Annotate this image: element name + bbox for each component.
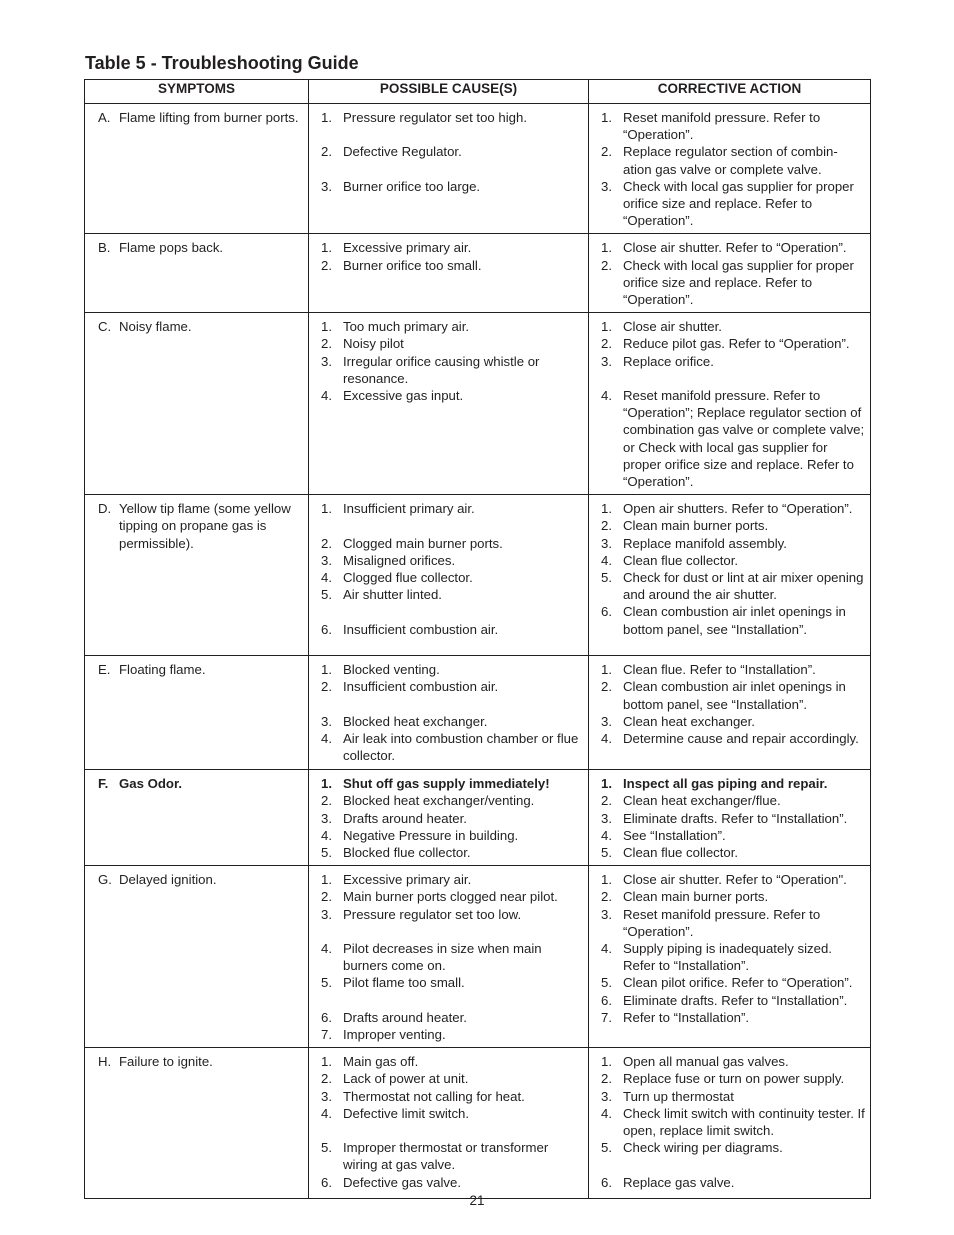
symptom-cell xyxy=(85,495,309,656)
action-item-text: Check wiring per diagrams. xyxy=(623,1140,783,1156)
cause-item-text: Excessive gas input. xyxy=(343,388,464,404)
action-item-number: 2. xyxy=(601,679,612,695)
action-item-number: 4. xyxy=(601,827,612,843)
symptom-number: D. xyxy=(98,501,112,517)
action-item-number: 4. xyxy=(601,552,612,568)
cause-item-text: Pilot decreases in size when main burners come on. xyxy=(343,941,542,974)
cause-item xyxy=(309,678,584,695)
cause-item-number: 3. xyxy=(321,810,332,826)
action-item-text: Reset manifold pressure. Refer to “Operation”. xyxy=(623,110,821,143)
action-item xyxy=(589,535,866,552)
cause-item xyxy=(309,552,584,569)
action-item xyxy=(589,974,866,991)
action-item-text: Open air shutters. Refer to “Operation”. xyxy=(623,501,853,517)
symptom xyxy=(85,500,304,552)
action-item-text: Eliminate drafts. Refer to “Installation”. xyxy=(623,992,848,1008)
cause-item-number: 5. xyxy=(321,587,332,603)
actions-cell xyxy=(589,104,871,234)
cause-item-text: Pressure regulator set too high. xyxy=(343,110,527,125)
action-item xyxy=(589,257,866,309)
action-item-text: Supply piping is inadequately sized. Refer to “Installation”. xyxy=(623,941,832,974)
action-item-number: 1. xyxy=(601,110,612,125)
action-item xyxy=(589,775,866,792)
cause-item-text: Shut off gas supply immediately! xyxy=(343,776,550,792)
cause-item-text: Blocked heat exchanger/venting. xyxy=(343,793,535,809)
cause-item xyxy=(309,713,584,730)
cause-item xyxy=(309,792,584,809)
action-item-text: Inspect all gas piping and repair. xyxy=(623,776,828,792)
causes-cell xyxy=(309,656,589,770)
table-header-row xyxy=(85,80,871,104)
action-item-number: 1. xyxy=(601,776,612,792)
action-item xyxy=(589,730,866,747)
table-row xyxy=(85,313,871,495)
action-item-text: Reset manifold pressure. Refer to “Operation”. xyxy=(623,906,821,939)
cause-item-text: Lack of power at unit. xyxy=(343,1071,469,1087)
symptom-text: Gas Odor. xyxy=(119,776,183,792)
action-item-number: 1. xyxy=(601,240,612,256)
action-item-text: Check with local gas supplier for proper orifice size and replace. Refer to “Operation”. xyxy=(623,257,854,308)
symptom-number: H. xyxy=(98,1054,112,1070)
table-row xyxy=(85,866,871,1048)
action-item-text: Clean flue. Refer to “Installation”. xyxy=(623,662,816,678)
action-item xyxy=(589,1139,866,1156)
action-item xyxy=(589,1088,866,1105)
causes-cell xyxy=(309,104,589,234)
cause-item xyxy=(309,257,584,274)
action-item-text: See “Installation”. xyxy=(623,827,726,843)
action-item-text: Refer to “Installation”. xyxy=(623,1009,750,1025)
symptom xyxy=(85,239,304,256)
cause-item-text: Blocked venting. xyxy=(343,662,440,678)
header-symptoms: SYMPTOMS xyxy=(85,80,309,104)
symptom xyxy=(85,871,304,888)
action-item xyxy=(589,906,866,940)
cause-item-number: 1. xyxy=(321,240,332,256)
cause-item xyxy=(309,974,584,991)
cause-item-number: 4. xyxy=(321,1105,332,1121)
cause-item-number: 6. xyxy=(321,1009,332,1025)
action-item xyxy=(589,569,866,603)
cause-item xyxy=(309,775,584,792)
action-item-number: 3. xyxy=(601,713,612,729)
action-item-number: 4. xyxy=(601,388,612,404)
actions-cell xyxy=(589,1048,871,1199)
table-row xyxy=(85,656,871,770)
action-item-text: Clean combustion air inlet openings in bottom panel, see “Installation”. xyxy=(623,679,846,712)
cause-item-text: Defective limit switch. xyxy=(343,1105,470,1121)
action-item-text: Check for dust or lint at air mixer opening and around the air shutter. xyxy=(623,570,864,603)
cause-item-number: 1. xyxy=(321,1054,332,1070)
action-item-number: 4. xyxy=(601,941,612,957)
symptom xyxy=(85,661,304,678)
action-item-text: Close air shutter. xyxy=(623,319,722,335)
action-item xyxy=(589,1174,866,1191)
header-corrective-action: CORRECTIVE ACTION xyxy=(589,80,871,104)
cause-item-number: 1. xyxy=(321,110,332,125)
troubleshooting-table xyxy=(84,79,871,1199)
cause-item-number: 2. xyxy=(321,144,332,160)
symptom-number: B. xyxy=(98,240,111,256)
cause-item xyxy=(309,586,584,603)
cause-item xyxy=(309,940,584,974)
action-item xyxy=(589,239,866,256)
cause-item-number: 4. xyxy=(321,570,332,586)
cause-item-text: Noisy pilot xyxy=(343,336,404,352)
page-number: 21 xyxy=(469,1193,485,1208)
cause-item-text: Negative Pressure in building. xyxy=(343,827,519,843)
action-item xyxy=(589,844,866,861)
action-item xyxy=(589,810,866,827)
cause-item-number: 2. xyxy=(321,535,332,551)
cause-item-number: 5. xyxy=(321,1140,332,1156)
cause-item-number: 1. xyxy=(321,501,332,517)
table-row xyxy=(85,104,871,234)
cause-item-number: 4. xyxy=(321,388,332,404)
symptom-text: Yellow tip flame (some yellow tipping on propane gas is permissible). xyxy=(119,501,291,551)
cause-item-number: 3. xyxy=(321,353,332,369)
action-item-text: Clean combustion air inlet openings in bottom panel, see “Installation”. xyxy=(623,604,846,637)
cause-item-number: 1. xyxy=(321,776,332,792)
action-item-text: Clean flue collector. xyxy=(623,845,739,861)
cause-item xyxy=(309,109,584,126)
action-item xyxy=(589,940,866,974)
action-item xyxy=(589,500,866,517)
symptom-cell xyxy=(85,866,309,1048)
action-item-text: Reset manifold pressure. Refer to “Operation”; Replace regulator section of combination gas valve or complete valve; or Check with local gas supplier for proper orifice size and replace. Refer to “Operation”. xyxy=(623,388,865,490)
cause-item-text: Clogged main burner ports. xyxy=(343,535,503,551)
action-item-number: 3. xyxy=(601,178,612,194)
action-item-number: 5. xyxy=(601,1140,612,1156)
cause-item xyxy=(309,178,584,195)
cause-item xyxy=(309,844,584,861)
cause-item xyxy=(309,1070,584,1087)
action-item-text: Eliminate drafts. Refer to “Installation”. xyxy=(623,810,848,826)
action-item-number: 3. xyxy=(601,810,612,826)
action-item xyxy=(589,678,866,712)
cause-item xyxy=(309,906,584,923)
symptom xyxy=(85,1053,304,1070)
action-item xyxy=(589,353,866,370)
symptom-cell xyxy=(85,234,309,313)
action-item xyxy=(589,871,866,888)
action-item-number: 5. xyxy=(601,570,612,586)
action-item-text: Replace orifice. xyxy=(623,353,714,369)
table-row xyxy=(85,770,871,866)
cause-item xyxy=(309,827,584,844)
cause-item xyxy=(309,1088,584,1105)
action-item xyxy=(589,1070,866,1087)
cause-item-number: 2. xyxy=(321,679,332,695)
actions-cell xyxy=(589,866,871,1048)
cause-item-text: Air leak into combustion chamber or flue collector. xyxy=(343,731,579,764)
action-item xyxy=(589,387,866,490)
cause-item-text: Burner orifice too small. xyxy=(343,257,482,273)
symptom-number: F. xyxy=(98,776,109,792)
cause-item-text: Pilot flame too small. xyxy=(343,975,465,991)
cause-item-text: Pressure regulator set too low. xyxy=(343,906,522,922)
action-item xyxy=(589,888,866,905)
symptom-text: Failure to ignite. xyxy=(119,1054,213,1070)
symptom-number: C. xyxy=(98,319,112,335)
action-item xyxy=(589,827,866,844)
action-item-text: Replace gas valve. xyxy=(623,1174,735,1190)
cause-item-number: 2. xyxy=(321,1071,332,1087)
cause-item-text: Main gas off. xyxy=(343,1054,419,1070)
cause-item-text: Improper thermostat or transformer wiring at gas valve. xyxy=(343,1140,549,1173)
symptom-number: G. xyxy=(98,872,112,888)
action-item-text: Clean flue collector. xyxy=(623,552,739,568)
cause-item-number: 2. xyxy=(321,889,332,905)
cause-item-number: 2. xyxy=(321,336,332,352)
action-item xyxy=(589,603,866,637)
action-item-number: 2. xyxy=(601,1071,612,1087)
cause-item-number: 5. xyxy=(321,845,332,861)
cause-item xyxy=(309,1105,584,1122)
cause-item-text: Blocked flue collector. xyxy=(343,845,471,861)
action-item-number: 2. xyxy=(601,889,612,905)
symptom-cell xyxy=(85,1048,309,1199)
cause-item xyxy=(309,569,584,586)
action-item xyxy=(589,335,866,352)
causes-cell xyxy=(309,495,589,656)
cause-item xyxy=(309,621,584,638)
cause-item-text: Drafts around heater. xyxy=(343,810,467,826)
action-item xyxy=(589,552,866,569)
action-item-text: Close air shutter. Refer to “Operation”. xyxy=(623,240,847,256)
cause-item-number: 3. xyxy=(321,552,332,568)
cause-item-text: Insufficient combustion air. xyxy=(343,621,499,637)
actions-cell xyxy=(589,313,871,495)
action-item xyxy=(589,992,866,1009)
symptom-cell xyxy=(85,656,309,770)
cause-item-number: 1. xyxy=(321,662,332,678)
action-item xyxy=(589,517,866,534)
action-item-text: Check with local gas supplier for proper orifice size and replace. Refer to “Operation”. xyxy=(623,178,854,229)
cause-item-number: 2. xyxy=(321,257,332,273)
table-row xyxy=(85,495,871,656)
action-item-number: 6. xyxy=(601,992,612,1008)
symptom-cell xyxy=(85,770,309,866)
cause-item-number: 4. xyxy=(321,941,332,957)
cause-item-number: 2. xyxy=(321,793,332,809)
action-item-number: 6. xyxy=(601,1174,612,1190)
action-item-text: Reduce pilot gas. Refer to “Operation”. xyxy=(623,336,850,352)
cause-item-text: Clogged flue collector. xyxy=(343,570,473,586)
symptom-number: A. xyxy=(98,110,111,125)
cause-item xyxy=(309,1026,584,1043)
cause-item-text: Misaligned orifices. xyxy=(343,552,456,568)
action-item xyxy=(589,1053,866,1070)
action-item xyxy=(589,178,866,230)
symptom-text: Floating flame. xyxy=(119,662,206,678)
causes-cell xyxy=(309,234,589,313)
cause-item-text: Defective gas valve. xyxy=(343,1174,462,1190)
cause-item-text: Insufficient primary air. xyxy=(343,501,475,517)
cause-item xyxy=(309,335,584,352)
action-item-number: 3. xyxy=(601,1088,612,1104)
cause-item-text: Irregular orifice causing whistle or resonance. xyxy=(343,353,540,386)
cause-item-text: Burner orifice too large. xyxy=(343,178,481,194)
cause-item-text: Thermostat not calling for heat. xyxy=(343,1088,525,1104)
causes-cell xyxy=(309,866,589,1048)
cause-item xyxy=(309,871,584,888)
cause-item xyxy=(309,353,584,387)
actions-cell xyxy=(589,495,871,656)
header-possible-causes: POSSIBLE CAUSE(S) xyxy=(309,80,589,104)
cause-item-text: Drafts around heater. xyxy=(343,1009,467,1025)
action-item-number: 1. xyxy=(601,1054,612,1070)
cause-item-text: Defective Regulator. xyxy=(343,144,462,160)
cause-item-text: Too much primary air. xyxy=(343,319,470,335)
table-row xyxy=(85,234,871,313)
action-item xyxy=(589,143,866,177)
cause-item-number: 3. xyxy=(321,713,332,729)
symptom xyxy=(85,109,304,126)
action-item-number: 1. xyxy=(601,501,612,517)
causes-cell xyxy=(309,313,589,495)
action-item-number: 1. xyxy=(601,872,612,888)
cause-item-text: Excessive primary air. xyxy=(343,240,472,256)
action-item-number: 1. xyxy=(601,662,612,678)
action-item-number: 2. xyxy=(601,144,612,160)
cause-item-number: 4. xyxy=(321,731,332,747)
cause-item-number: 6. xyxy=(321,621,332,637)
cause-item xyxy=(309,239,584,256)
action-item-number: 3. xyxy=(601,906,612,922)
action-item-text: Replace fuse or turn on power supply. xyxy=(623,1071,845,1087)
cause-item xyxy=(309,730,584,764)
action-item xyxy=(589,1105,866,1139)
cause-item-text: Improper venting. xyxy=(343,1027,446,1043)
action-item-text: Determine cause and repair accordingly. xyxy=(623,731,859,747)
table-row xyxy=(85,1048,871,1199)
causes-cell xyxy=(309,770,589,866)
symptom-text: Noisy flame. xyxy=(119,319,192,335)
cause-item xyxy=(309,500,584,517)
action-item-number: 1. xyxy=(601,319,612,335)
action-item-number: 2. xyxy=(601,257,612,273)
action-item-number: 7. xyxy=(601,1009,612,1025)
symptom-text: Flame lifting from burner ports. xyxy=(119,110,299,125)
cause-item xyxy=(309,661,584,678)
action-item-text: Clean heat exchanger/flue. xyxy=(623,793,781,809)
cause-item-number: 1. xyxy=(321,872,332,888)
action-item-text: Replace regulator section of combin-ation gas valve or complete valve. xyxy=(623,144,838,177)
actions-cell xyxy=(589,234,871,313)
cause-item xyxy=(309,1174,584,1191)
actions-cell xyxy=(589,770,871,866)
action-item-text: Clean main burner ports. xyxy=(623,518,769,534)
cause-item xyxy=(309,1053,584,1070)
action-item-number: 5. xyxy=(601,975,612,991)
cause-item xyxy=(309,1009,584,1026)
action-item-number: 6. xyxy=(601,604,612,620)
action-item xyxy=(589,318,866,335)
cause-item-text: Air shutter linted. xyxy=(343,587,442,603)
action-item-text: Close air shutter. Refer to “Operation". xyxy=(623,872,847,888)
cause-item xyxy=(309,143,584,160)
action-item-text: Turn up thermostat xyxy=(623,1088,734,1104)
action-item-text: Replace manifold assembly. xyxy=(623,535,787,551)
cause-item-number: 7. xyxy=(321,1027,332,1043)
action-item-text: Check limit switch with continuity tester. If open, replace limit switch. xyxy=(623,1105,865,1139)
action-item xyxy=(589,713,866,730)
cause-item xyxy=(309,387,584,404)
symptom-cell xyxy=(85,104,309,234)
cause-item xyxy=(309,810,584,827)
cause-item-text: Excessive primary air. xyxy=(343,872,472,888)
action-item-number: 2. xyxy=(601,793,612,809)
action-item-number: 4. xyxy=(601,1105,612,1121)
action-item xyxy=(589,792,866,809)
symptom-text: Flame pops back. xyxy=(119,240,224,256)
cause-item-number: 3. xyxy=(321,1088,332,1104)
action-item-number: 2. xyxy=(601,336,612,352)
action-item-number: 3. xyxy=(601,353,612,369)
cause-item-number: 3. xyxy=(321,178,332,194)
action-item-number: 3. xyxy=(601,535,612,551)
cause-item-number: 5. xyxy=(321,975,332,991)
cause-item xyxy=(309,318,584,335)
symptom xyxy=(85,318,304,335)
cause-item xyxy=(309,1139,584,1173)
action-item-text: Clean main burner ports. xyxy=(623,889,769,905)
action-item-text: Open all manual gas valves. xyxy=(623,1054,789,1070)
cause-item-number: 3. xyxy=(321,906,332,922)
symptom-number: E. xyxy=(98,662,111,678)
symptom-cell xyxy=(85,313,309,495)
cause-item xyxy=(309,888,584,905)
action-item xyxy=(589,661,866,678)
cause-item-text: Blocked heat exchanger. xyxy=(343,713,488,729)
symptom-text: Delayed ignition. xyxy=(119,872,217,888)
action-item-number: 5. xyxy=(601,845,612,861)
actions-cell xyxy=(589,656,871,770)
action-item-text: Clean heat exchanger. xyxy=(623,713,755,729)
action-item-text: Clean pilot orifice. Refer to “Operation”. xyxy=(623,975,853,991)
table-title: Table 5 - Troubleshooting Guide xyxy=(85,53,359,73)
action-item-number: 4. xyxy=(601,731,612,747)
action-item-number: 2. xyxy=(601,518,612,534)
cause-item xyxy=(309,535,584,552)
cause-item-number: 6. xyxy=(321,1174,332,1190)
cause-item-text: Main burner ports clogged near pilot. xyxy=(343,889,558,905)
causes-cell xyxy=(309,1048,589,1199)
symptom xyxy=(85,775,304,792)
action-item xyxy=(589,109,866,143)
cause-item-number: 1. xyxy=(321,319,332,335)
action-item xyxy=(589,1009,866,1026)
cause-item-text: Insufficient combustion air. xyxy=(343,679,499,695)
cause-item-number: 4. xyxy=(321,827,332,843)
